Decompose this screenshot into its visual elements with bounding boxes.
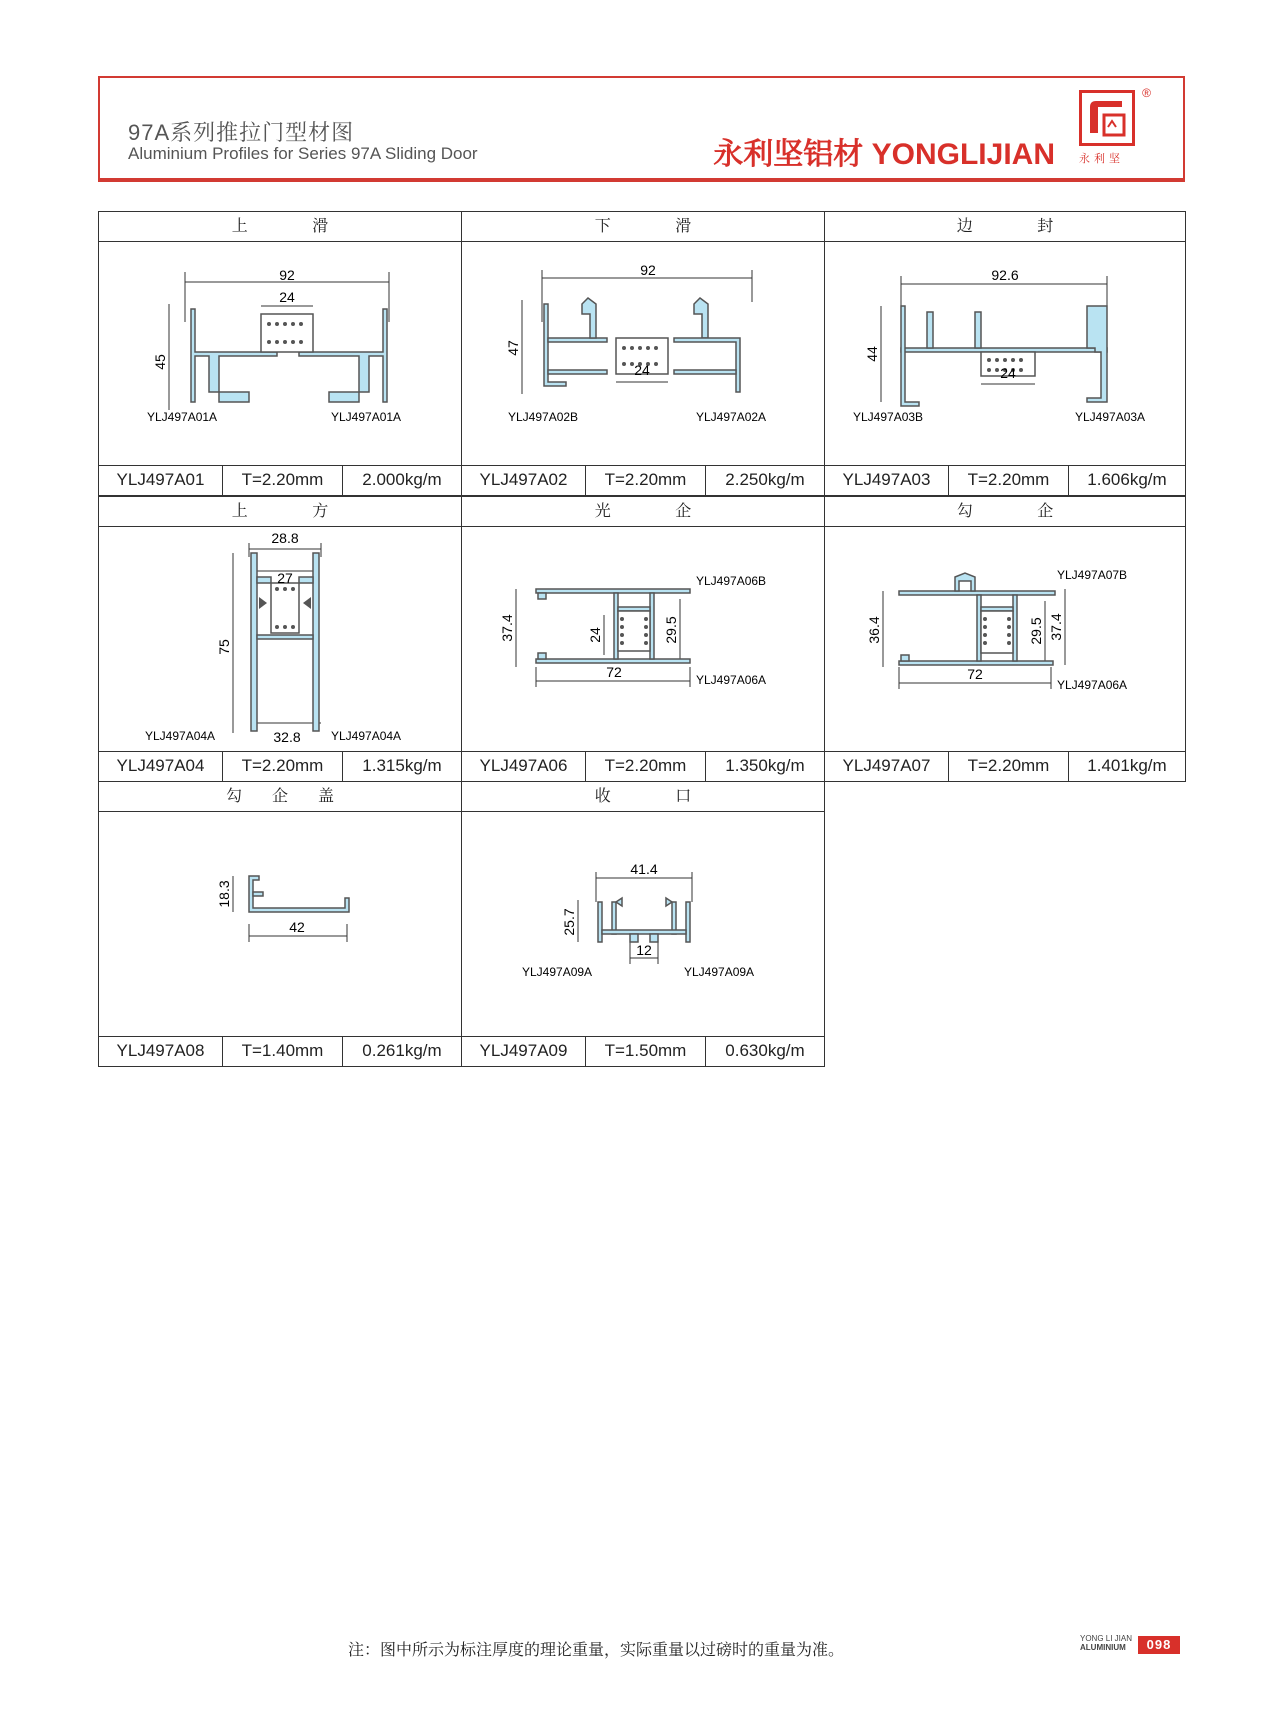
- profile-weight: 1.606kg/m: [1087, 470, 1167, 489]
- profile-code: YLJ497A08: [99, 1037, 223, 1066]
- profile-code: YLJ497A01: [99, 466, 223, 495]
- profile-thickness: T=1.50mm: [586, 1037, 706, 1066]
- profile-drawing: [99, 527, 461, 752]
- dim-height: 37.4: [499, 614, 515, 642]
- dim-core: 29.5: [1028, 617, 1044, 645]
- part-label-left: YLJ497A04A: [145, 729, 216, 743]
- profile-caption: 下 滑: [462, 212, 824, 242]
- dim-width: 92: [279, 267, 295, 283]
- profile-thickness: T=2.20mm: [949, 466, 1069, 495]
- profile-thickness: T=2.20mm: [223, 466, 343, 495]
- profile-drawing: [825, 242, 1185, 466]
- footer-brand-line1: YONG LI JIAN: [1080, 1634, 1133, 1643]
- footer-brand-line2: ALUMINIUM: [1080, 1643, 1126, 1652]
- dim-width: 72: [967, 666, 983, 682]
- part-label-right: YLJ497A01A: [331, 410, 402, 424]
- dim-height: 47: [505, 340, 521, 356]
- profile-cell-upper-track: [98, 211, 462, 496]
- part-label-top: YLJ497A06B: [696, 574, 767, 588]
- profile-weight: 0.630kg/m: [725, 1041, 805, 1060]
- profile-thickness: T=2.20mm: [949, 752, 1069, 781]
- footer-brand-small: [1080, 1634, 1132, 1652]
- profile-drawing: [825, 527, 1185, 752]
- profile-spec-row: [462, 751, 824, 781]
- dim-inner: 24: [587, 627, 603, 643]
- dim-outer: 37.4: [1048, 613, 1064, 641]
- profile-code: YLJ497A02: [462, 466, 586, 495]
- profile-cell-plain-interlock: [461, 496, 825, 782]
- part-label-bottom: YLJ497A06A: [696, 673, 767, 687]
- profile-weight: 1.401kg/m: [1087, 756, 1167, 775]
- profile-cell-hook-interlock: [824, 496, 1186, 782]
- profile-weight: 0.261kg/m: [362, 1041, 442, 1060]
- part-label-right: YLJ497A02A: [696, 410, 767, 424]
- dim-width: 92: [640, 262, 656, 278]
- page-title-cn: 97A系列推拉门型材图: [128, 120, 355, 145]
- logo-mark-icon: [1079, 90, 1135, 146]
- page-number-block: [1080, 1634, 1180, 1656]
- profile-weight: 1.315kg/m: [362, 756, 442, 775]
- brand-logo: [1079, 86, 1151, 170]
- part-label-left: YLJ497A09A: [522, 965, 593, 979]
- profile-thickness: T=1.40mm: [223, 1037, 343, 1066]
- profile-drawing: [99, 812, 461, 1037]
- part-label-left: YLJ497A03B: [853, 410, 924, 424]
- profile-code: YLJ497A09: [462, 1037, 586, 1066]
- part-label-left: YLJ497A01A: [147, 410, 218, 424]
- dim-inner: 27: [277, 570, 293, 586]
- profile-caption: 边 封: [825, 212, 1185, 242]
- dim-width: 92.6: [991, 267, 1019, 283]
- dim-height: 36.4: [866, 616, 882, 644]
- profile-spec-row: [825, 465, 1185, 495]
- dim-inner: 24: [634, 362, 650, 378]
- dim-height: 18.3: [216, 880, 232, 908]
- profile-caption: 收 口: [462, 782, 824, 812]
- profile-weight: 2.000kg/m: [362, 470, 442, 489]
- page-title-en: Aluminium Profiles for Series 97A Sliding Door: [128, 144, 478, 163]
- profile-cell-side-seal: [824, 211, 1186, 496]
- profile-spec-row: [462, 1036, 824, 1066]
- brand-name: 永利坚铝材 YONGLIJIAN: [713, 138, 1055, 171]
- profile-caption: 勾 企: [825, 497, 1185, 527]
- dim-inner: 24: [279, 289, 295, 305]
- profile-cell-hook-cover: [98, 781, 462, 1067]
- profile-caption: 光 企: [462, 497, 824, 527]
- dim-height: 44: [864, 346, 880, 362]
- profile-cell-lower-track: [461, 211, 825, 496]
- page-header: [98, 76, 1185, 182]
- part-label-top: YLJ497A07B: [1057, 568, 1128, 582]
- part-label-left: YLJ497A02B: [508, 410, 579, 424]
- dim-width: 72: [606, 664, 622, 680]
- profile-cell-closing-trim: [461, 781, 825, 1067]
- dim-height: 45: [152, 354, 168, 370]
- dim-inner: 24: [1000, 365, 1016, 381]
- dim-bottom: 32.8: [273, 729, 301, 745]
- part-label-bottom: YLJ497A06A: [1057, 678, 1128, 692]
- profile-caption: 勾企盖: [99, 782, 461, 812]
- profile-spec-row: [99, 1036, 461, 1066]
- profile-thickness: T=2.20mm: [586, 752, 706, 781]
- registered-mark: ®: [1142, 86, 1151, 100]
- dim-outer: 28.8: [271, 530, 299, 546]
- dim-core: 29.5: [663, 616, 679, 644]
- part-label-right: YLJ497A04A: [331, 729, 402, 743]
- profile-spec-row: [825, 751, 1185, 781]
- dim-inner: 12: [636, 942, 652, 958]
- profile-code: YLJ497A07: [825, 752, 949, 781]
- dim-height: 75: [216, 639, 232, 655]
- dim-width: 41.4: [630, 861, 658, 877]
- footnote: 注：图中所示为标注厚度的理论重量，实际重量以过磅时的重量为准。: [348, 1642, 845, 1659]
- profile-drawing: [99, 242, 461, 466]
- logo-subtitle: 永利坚: [1079, 153, 1124, 165]
- dim-width: 42: [289, 919, 305, 935]
- part-label-right: YLJ497A03A: [1075, 410, 1146, 424]
- profile-cell-top-rail: [98, 496, 462, 782]
- dim-height: 25.7: [561, 908, 577, 936]
- profile-spec-row: [99, 465, 461, 495]
- profile-caption: 上 滑: [99, 212, 461, 242]
- profile-weight: 2.250kg/m: [725, 470, 805, 489]
- profile-code: YLJ497A03: [825, 466, 949, 495]
- profile-drawing: [462, 527, 824, 752]
- profile-spec-row: [99, 751, 461, 781]
- profile-drawing: [462, 242, 824, 466]
- profile-thickness: T=2.20mm: [223, 752, 343, 781]
- profile-code: YLJ497A04: [99, 752, 223, 781]
- part-label-right: YLJ497A09A: [684, 965, 755, 979]
- page-number: 098: [1138, 1636, 1180, 1654]
- profile-code: YLJ497A06: [462, 752, 586, 781]
- profile-weight: 1.350kg/m: [725, 756, 805, 775]
- profile-spec-row: [462, 465, 824, 495]
- profile-thickness: T=2.20mm: [586, 466, 706, 495]
- profile-drawing: [462, 812, 824, 1037]
- profile-caption: 上 方: [99, 497, 461, 527]
